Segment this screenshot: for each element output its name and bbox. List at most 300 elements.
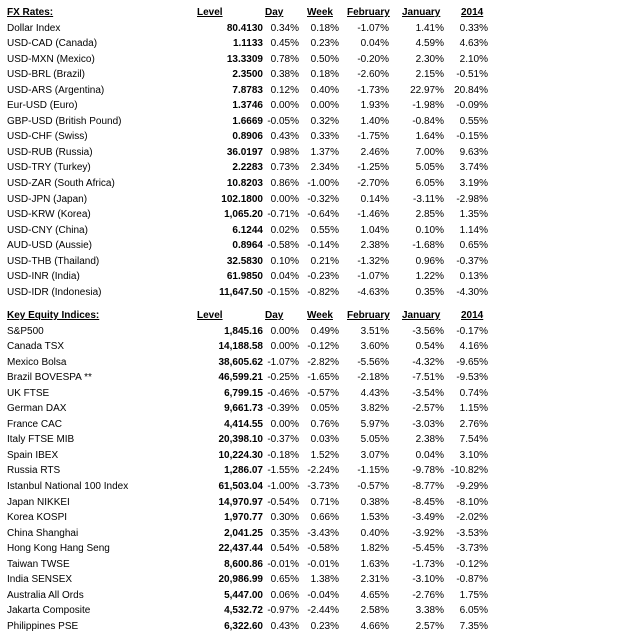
cell-ytd-2014-change: 1.75% [459, 589, 488, 601]
fx-header-2014: 2014 [461, 7, 484, 18]
cell-level: 0.8964 [232, 240, 263, 252]
cell-day-change: -0.18% [267, 449, 299, 461]
cell-january-change: -9.78% [412, 465, 444, 477]
cell-ytd-2014-change: -3.73% [456, 543, 488, 555]
table-row [0, 495, 640, 511]
cell-january-change: -2.57% [412, 403, 444, 415]
cell-january-change: 5.05% [415, 162, 444, 174]
cell-name: Australia All Ords [7, 589, 84, 601]
table-row [0, 386, 640, 402]
cell-ytd-2014-change: 1.35% [459, 209, 488, 221]
table-row [0, 223, 640, 239]
cell-ytd-2014-change: 6.05% [459, 605, 488, 617]
table-row [0, 588, 640, 604]
cell-day-change: -0.37% [267, 434, 299, 446]
equity-indices-table [0, 308, 640, 634]
table-row [0, 254, 640, 270]
cell-january-change: -0.84% [412, 115, 444, 127]
cell-level: 61,503.04 [218, 481, 263, 493]
cell-ytd-2014-change: -0.51% [456, 69, 488, 81]
cell-february-change: -0.20% [357, 53, 389, 65]
cell-january-change: -3.11% [413, 193, 444, 205]
cell-name: Spain IBEX [7, 449, 59, 461]
cell-day-change: 0.00% [270, 325, 299, 337]
cell-february-change: -1.07% [357, 271, 389, 283]
cell-january-change: -4.32% [412, 356, 444, 368]
cell-february-change: 3.51% [360, 325, 389, 337]
cell-day-change: 0.38% [270, 69, 299, 81]
cell-name: USD-CHF (Swiss) [7, 131, 88, 143]
cell-day-change: -1.07% [267, 356, 299, 368]
cell-january-change: 2.30% [415, 53, 444, 65]
cell-level: 4,532.72 [224, 605, 263, 617]
cell-day-change: 0.30% [270, 512, 299, 524]
cell-january-change: 0.04% [415, 449, 444, 461]
cell-name: USD-RUB (Russia) [7, 146, 93, 158]
cell-name: Japan NIKKEI [7, 496, 70, 508]
cell-level: 1,845.16 [224, 325, 263, 337]
cell-february-change: 1.53% [360, 512, 389, 524]
cell-february-change: 2.46% [360, 146, 389, 158]
cell-day-change: -0.54% [267, 496, 299, 508]
cell-day-change: -0.15% [267, 286, 299, 298]
cell-february-change: 1.93% [360, 100, 389, 112]
cell-january-change: 2.15% [415, 69, 444, 81]
cell-ytd-2014-change: 9.63% [459, 146, 488, 158]
cell-level: 2.3500 [232, 69, 263, 81]
cell-january-change: 2.85% [415, 209, 444, 221]
cell-ytd-2014-change: -2.98% [456, 193, 488, 205]
table-row [0, 603, 640, 619]
cell-level: 13.3309 [226, 53, 263, 65]
cell-february-change: 1.40% [360, 115, 389, 127]
cell-february-change: 0.38% [360, 496, 389, 508]
cell-level: 22,437.44 [218, 543, 263, 555]
cell-name: USD-CNY (China) [7, 224, 88, 236]
cell-week-change: 2.34% [310, 162, 339, 174]
cell-week-change: 0.21% [310, 255, 339, 267]
cell-week-change: -0.14% [307, 240, 339, 252]
cell-name: Russia RTS [7, 465, 61, 477]
cell-week-change: -0.23% [307, 271, 339, 283]
table-row [0, 526, 640, 542]
table-row [0, 619, 640, 634]
eq-header-february: February [347, 310, 390, 321]
cell-level: 61.9850 [226, 271, 263, 283]
cell-january-change: -5.45% [412, 543, 444, 555]
cell-week-change: 0.50% [310, 53, 339, 65]
table-row [0, 98, 640, 114]
table-row [0, 448, 640, 464]
cell-name: USD-JPN (Japan) [7, 193, 88, 205]
cell-january-change: -3.56% [412, 325, 444, 337]
cell-week-change: -2.24% [307, 465, 339, 477]
cell-january-change: 1.64% [415, 131, 444, 143]
cell-level: 6,322.60 [224, 620, 263, 632]
table-row [0, 114, 640, 130]
fx-header-week: Week [307, 7, 333, 18]
cell-day-change: 0.54% [270, 543, 299, 555]
cell-february-change: -2.18% [357, 372, 389, 384]
table-row [0, 207, 640, 223]
cell-february-change: -2.70% [357, 178, 389, 190]
eq-header-row [0, 308, 640, 324]
cell-february-change: 2.38% [360, 240, 389, 252]
cell-february-change: 4.43% [360, 387, 389, 399]
cell-ytd-2014-change: 3.19% [459, 178, 488, 190]
cell-level: 20,986.99 [218, 574, 263, 586]
cell-week-change: 1.38% [310, 574, 339, 586]
fx-rows [0, 21, 640, 301]
cell-january-change: 0.10% [415, 224, 444, 236]
cell-week-change: 0.03% [310, 434, 339, 446]
cell-ytd-2014-change: -2.02% [456, 512, 488, 524]
cell-february-change: 1.82% [360, 543, 389, 555]
cell-name: Eur-USD (Euro) [7, 100, 78, 112]
table-row [0, 160, 640, 176]
cell-name: USD-INR (India) [7, 271, 80, 283]
table-row [0, 339, 640, 355]
cell-level: 20,398.10 [218, 434, 263, 446]
cell-january-change: -3.03% [412, 418, 444, 430]
table-row [0, 21, 640, 37]
eq-header-january: January [402, 310, 441, 321]
eq-header-level: Level [197, 310, 223, 321]
eq-rows [0, 324, 640, 634]
cell-ytd-2014-change: 4.16% [459, 341, 488, 353]
cell-name: GBP-USD (British Pound) [7, 115, 122, 127]
fx-title: FX Rates: [7, 7, 54, 18]
cell-ytd-2014-change: -9.29% [456, 481, 488, 493]
cell-week-change: 0.33% [310, 131, 339, 143]
cell-january-change: 6.05% [415, 178, 444, 190]
table-row [0, 417, 640, 433]
cell-name: USD-IDR (Indonesia) [7, 286, 102, 298]
cell-level: 6,799.15 [224, 387, 263, 399]
cell-level: 10.8203 [226, 178, 263, 190]
table-row [0, 572, 640, 588]
cell-february-change: 3.82% [360, 403, 389, 415]
cell-february-change: -1.32% [357, 255, 389, 267]
cell-february-change: 1.04% [360, 224, 389, 236]
cell-ytd-2014-change: 3.74% [459, 162, 488, 174]
cell-level: 38,605.62 [218, 356, 263, 368]
cell-week-change: 0.05% [310, 403, 339, 415]
cell-ytd-2014-change: -3.53% [456, 527, 488, 539]
cell-day-change: 0.45% [270, 38, 299, 50]
cell-week-change: -1.00% [307, 178, 339, 190]
cell-week-change: 0.66% [310, 512, 339, 524]
table-row [0, 129, 640, 145]
cell-january-change: -3.92% [412, 527, 444, 539]
cell-february-change: 4.66% [360, 620, 389, 632]
table-row [0, 479, 640, 495]
cell-january-change: -1.73% [412, 558, 444, 570]
cell-week-change: -0.04% [307, 589, 339, 601]
cell-ytd-2014-change: -9.65% [456, 356, 488, 368]
cell-level: 14,188.58 [218, 341, 263, 353]
fx-header-february: February [347, 7, 390, 18]
fx-header-row [0, 5, 640, 21]
table-row [0, 557, 640, 573]
table-row [0, 324, 640, 340]
cell-level: 80.4130 [226, 22, 263, 34]
cell-week-change: 0.55% [310, 224, 339, 236]
cell-ytd-2014-change: -0.37% [456, 255, 488, 267]
cell-day-change: -0.46% [267, 387, 299, 399]
cell-ytd-2014-change: 2.76% [459, 418, 488, 430]
cell-ytd-2014-change: 0.33% [459, 22, 488, 34]
eq-header-day: Day [265, 310, 284, 321]
cell-name: France CAC [7, 418, 63, 430]
cell-february-change: -1.07% [357, 22, 389, 34]
table-row [0, 269, 640, 285]
cell-name: USD-KRW (Korea) [7, 209, 91, 221]
cell-ytd-2014-change: 4.63% [459, 38, 488, 50]
cell-day-change: 0.06% [270, 589, 299, 601]
cell-week-change: 1.37% [310, 146, 339, 158]
cell-level: 46,599.21 [218, 372, 263, 384]
cell-january-change: -8.77% [412, 481, 444, 493]
cell-name: USD-ARS (Argentina) [7, 84, 105, 96]
cell-level: 1.3746 [232, 100, 263, 112]
cell-level: 5,447.00 [224, 589, 263, 601]
cell-ytd-2014-change: -0.12% [456, 558, 488, 570]
cell-february-change: -4.63% [357, 286, 389, 298]
cell-day-change: -0.05% [267, 115, 299, 127]
cell-january-change: 0.96% [415, 255, 444, 267]
cell-day-change: 0.00% [270, 418, 299, 430]
cell-name: USD-TRY (Turkey) [7, 162, 91, 174]
cell-week-change: -0.01% [307, 558, 339, 570]
cell-level: 1,286.07 [224, 465, 263, 477]
cell-january-change: -1.98% [412, 100, 444, 112]
cell-day-change: 0.02% [270, 224, 299, 236]
cell-february-change: 3.07% [360, 449, 389, 461]
cell-ytd-2014-change: 0.13% [459, 271, 488, 283]
cell-january-change: -2.76% [412, 589, 444, 601]
cell-day-change: 0.00% [270, 193, 299, 205]
cell-week-change: -0.32% [307, 193, 339, 205]
cell-name: India SENSEX [7, 574, 73, 586]
cell-day-change: -0.39% [267, 403, 299, 415]
cell-february-change: 5.05% [360, 434, 389, 446]
cell-week-change: -1.65% [307, 372, 339, 384]
cell-name: Mexico Bolsa [7, 356, 67, 368]
cell-level: 2.2283 [232, 162, 263, 174]
cell-february-change: 2.31% [360, 574, 389, 586]
fx-header-january: January [402, 7, 441, 18]
cell-level: 14,970.97 [218, 496, 263, 508]
cell-february-change: -1.15% [357, 465, 389, 477]
cell-day-change: 0.04% [270, 271, 299, 283]
cell-ytd-2014-change: -9.53% [456, 372, 488, 384]
cell-name: UK FTSE [7, 387, 50, 399]
cell-week-change: -2.82% [307, 356, 339, 368]
table-row [0, 355, 640, 371]
cell-february-change: -1.46% [357, 209, 389, 221]
table-row [0, 83, 640, 99]
cell-ytd-2014-change: 1.14% [459, 224, 488, 236]
cell-level: 32.5830 [226, 255, 263, 267]
cell-day-change: 0.73% [270, 162, 299, 174]
cell-week-change: 0.23% [310, 620, 339, 632]
cell-ytd-2014-change: 0.74% [459, 387, 488, 399]
cell-day-change: 0.98% [270, 146, 299, 158]
cell-level: 2,041.25 [224, 527, 263, 539]
table-row [0, 52, 640, 68]
cell-level: 6.1244 [232, 224, 263, 236]
cell-ytd-2014-change: 7.54% [459, 434, 488, 446]
cell-level: 9,661.73 [224, 403, 263, 415]
cell-january-change: 0.54% [415, 341, 444, 353]
cell-day-change: -1.00% [267, 481, 299, 493]
cell-day-change: 0.34% [270, 22, 299, 34]
cell-level: 36.0197 [226, 146, 263, 158]
cell-february-change: 2.58% [360, 605, 389, 617]
cell-level: 1.6669 [232, 115, 263, 127]
cell-day-change: -0.71% [267, 209, 299, 221]
cell-level: 4,414.55 [224, 418, 263, 430]
cell-week-change: 0.18% [310, 69, 339, 81]
cell-day-change: -0.25% [267, 372, 299, 384]
cell-ytd-2014-change: -4.30% [456, 286, 488, 298]
cell-week-change: 0.71% [310, 496, 339, 508]
cell-week-change: 1.52% [310, 449, 339, 461]
cell-january-change: -8.45% [412, 496, 444, 508]
table-row [0, 36, 640, 52]
cell-week-change: 0.18% [310, 22, 339, 34]
cell-week-change: 0.23% [310, 38, 339, 50]
cell-level: 11,647.50 [219, 286, 263, 298]
cell-day-change: 0.10% [270, 255, 299, 267]
eq-header-week: Week [307, 310, 333, 321]
cell-level: 0.8906 [232, 131, 263, 143]
cell-february-change: 4.65% [360, 589, 389, 601]
cell-ytd-2014-change: 0.65% [459, 240, 488, 252]
cell-week-change: 0.76% [310, 418, 339, 430]
cell-week-change: -2.44% [307, 605, 339, 617]
cell-ytd-2014-change: -8.10% [456, 496, 488, 508]
cell-ytd-2014-change: 1.15% [459, 403, 488, 415]
cell-day-change: 0.12% [270, 84, 299, 96]
cell-name: Philippines PSE [7, 620, 79, 632]
cell-name: USD-CAD (Canada) [7, 38, 98, 50]
cell-week-change: -3.43% [307, 527, 339, 539]
cell-week-change: 0.00% [310, 100, 339, 112]
cell-level: 102.1800 [221, 193, 263, 205]
cell-february-change: 3.60% [360, 341, 389, 353]
eq-title: Key Equity Indices: [7, 310, 100, 321]
cell-week-change: -0.58% [307, 543, 339, 555]
cell-week-change: 0.32% [310, 115, 339, 127]
cell-january-change: 2.57% [415, 620, 444, 632]
cell-name: USD-MXN (Mexico) [7, 53, 95, 65]
cell-name: S&P500 [7, 325, 44, 337]
cell-name: Jakarta Composite [7, 605, 91, 617]
cell-january-change: 3.38% [415, 605, 444, 617]
cell-name: Brazil BOVESPA ** [7, 372, 92, 384]
cell-january-change: 1.22% [415, 271, 444, 283]
cell-february-change: -5.56% [357, 356, 389, 368]
table-row [0, 285, 640, 301]
cell-name: China Shanghai [7, 527, 79, 539]
cell-january-change: 1.41% [415, 22, 444, 34]
cell-ytd-2014-change: -0.87% [456, 574, 488, 586]
cell-january-change: -3.54% [412, 387, 444, 399]
cell-january-change: 0.35% [415, 286, 444, 298]
cell-week-change: -0.82% [307, 286, 339, 298]
cell-day-change: 0.43% [270, 131, 299, 143]
cell-ytd-2014-change: -0.15% [456, 131, 488, 143]
cell-february-change: -2.60% [357, 69, 389, 81]
cell-ytd-2014-change: 2.10% [459, 53, 488, 65]
fx-header-level: Level [197, 7, 223, 18]
cell-name: USD-BRL (Brazil) [7, 69, 85, 81]
cell-january-change: 4.59% [415, 38, 444, 50]
cell-week-change: -0.57% [307, 387, 339, 399]
cell-level: 8,600.86 [224, 558, 263, 570]
cell-day-change: 0.78% [270, 53, 299, 65]
cell-week-change: 0.49% [310, 325, 339, 337]
table-row [0, 510, 640, 526]
cell-february-change: 0.04% [360, 38, 389, 50]
cell-name: German DAX [7, 403, 67, 415]
cell-name: Taiwan TWSE [7, 558, 70, 570]
table-row [0, 67, 640, 83]
cell-level: 1,065.20 [224, 209, 263, 221]
fx-rates-table [0, 5, 640, 300]
cell-ytd-2014-change: -0.17% [456, 325, 488, 337]
cell-january-change: 2.38% [415, 434, 444, 446]
cell-level: 10,224.30 [218, 449, 263, 461]
cell-name: AUD-USD (Aussie) [7, 240, 93, 252]
fx-header-day: Day [265, 7, 284, 18]
cell-ytd-2014-change: 3.10% [459, 449, 488, 461]
cell-ytd-2014-change: -0.09% [456, 100, 488, 112]
cell-name: Italy FTSE MIB [7, 434, 75, 446]
cell-day-change: -0.58% [267, 240, 299, 252]
table-row [0, 192, 640, 208]
cell-ytd-2014-change: 7.35% [459, 620, 488, 632]
cell-ytd-2014-change: 20.84% [454, 84, 488, 96]
cell-day-change: -1.55% [267, 465, 299, 477]
cell-ytd-2014-change: 0.55% [459, 115, 488, 127]
cell-february-change: -1.25% [357, 162, 389, 174]
cell-day-change: 0.35% [270, 527, 299, 539]
cell-level: 1,970.77 [224, 512, 263, 524]
cell-level: 1.1133 [232, 38, 263, 50]
cell-january-change: -1.68% [412, 240, 444, 252]
table-row [0, 370, 640, 386]
cell-level: 7.8783 [232, 84, 263, 96]
table-row [0, 541, 640, 557]
cell-day-change: 0.00% [270, 341, 299, 353]
cell-name: Canada TSX [7, 341, 65, 353]
cell-february-change: -1.73% [357, 84, 389, 96]
cell-february-change: -1.75% [357, 131, 389, 143]
cell-february-change: 0.40% [360, 527, 389, 539]
table-row [0, 145, 640, 161]
cell-name: Dollar Index [7, 22, 61, 34]
cell-name: Istanbul National 100 Index [7, 481, 129, 493]
cell-name: USD-ZAR (South Africa) [7, 178, 115, 190]
cell-name: Hong Kong Hang Seng [7, 543, 110, 555]
cell-day-change: 0.86% [270, 178, 299, 190]
cell-february-change: -0.57% [357, 481, 389, 493]
cell-ytd-2014-change: -10.82% [450, 465, 488, 477]
table-row [0, 176, 640, 192]
